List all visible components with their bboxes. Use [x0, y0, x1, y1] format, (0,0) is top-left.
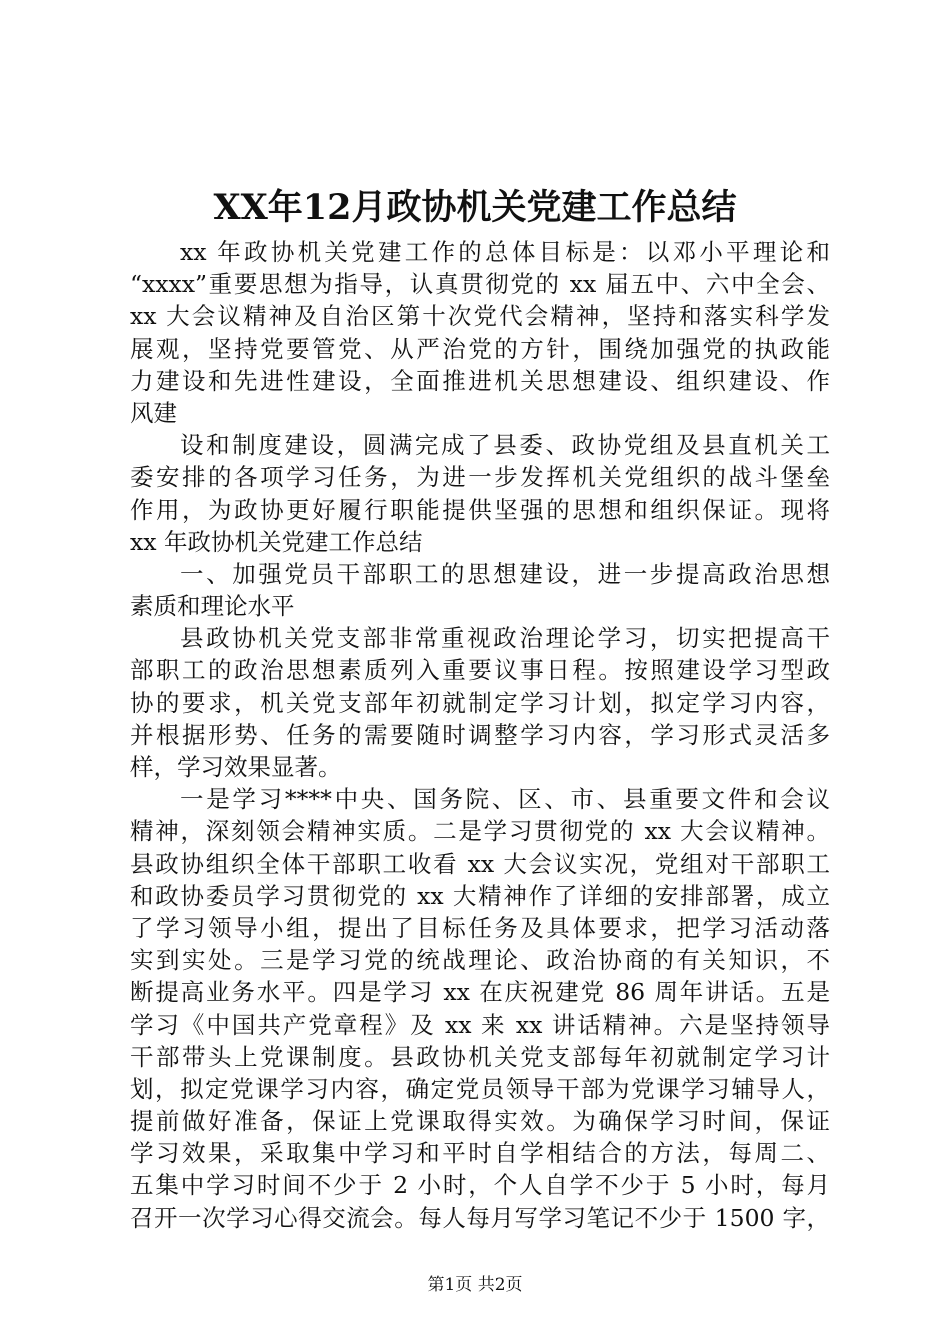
- body-line: 五集中学习时间不少于 2 小时，个人自学不少于 5 小时，每月: [130, 1171, 830, 1200]
- body-line: xx 大会议精神及自治区第十次党代会精神，坚持和落实科学发: [130, 302, 830, 331]
- body-line: 设和制度建设，圆满完成了县委、政协党组及县直机关工: [180, 431, 830, 460]
- document-body: [130, 236, 830, 1234]
- body-line: 精神，深刻领会精神实质。二是学习贯彻党的 xx 大会议精神。: [130, 817, 830, 846]
- page-footer: 第1页 共2页: [427, 1275, 523, 1295]
- body-line: xx 年政协机关党建工作的总体目标是：以邓小平理论和: [180, 238, 830, 266]
- body-line: 委安排的各项学习任务，为进一步发挥机关党组织的战斗堡垒: [130, 463, 830, 492]
- body-line: 了学习领导小组，提出了目标任务及具体要求，把学习活动落: [130, 913, 830, 942]
- page-title: XX年12月政协机关党建工作总结: [213, 187, 737, 228]
- body-line: 学习效果，采取集中学习和平时自学相结合的方法，每周二、: [130, 1139, 830, 1168]
- section-heading-line: 一、加强党员干部职工的思想建设，进一步提高政治思想: [180, 559, 830, 588]
- body-line: “xxxx”重要思想为指导，认真贯彻党的 xx 届五中、六中全会、: [130, 270, 830, 299]
- section-heading-line: 素质和理论水平: [130, 592, 295, 621]
- body-line: 县政协组织全体干部职工收看 xx 大会议实况，党组对干部职工: [130, 849, 830, 878]
- body-line: 提前做好准备，保证上党课取得实效。为确保学习时间，保证: [130, 1107, 830, 1136]
- body-line: 样，学习效果显著。: [130, 753, 342, 781]
- body-line: 协的要求，机关党支部年初就制定学习计划，拟定学习内容，: [130, 688, 830, 717]
- body-line: 并根据形势、任务的需要随时调整学习内容，学习形式灵活多: [130, 720, 830, 749]
- body-line: 风建: [130, 398, 177, 427]
- body-line: 展观，坚持党要管党、从严治党的方针，围绕加强党的执政能: [130, 334, 830, 363]
- body-line: 部职工的政治思想素质列入重要议事日程。按照建设学习型政: [130, 656, 830, 685]
- body-line: 召开一次学习心得交流会。每人每月写学习笔记不少于 1500 字，: [130, 1203, 830, 1232]
- body-line: 断提高业务水平。四是学习 xx 在庆祝建党 86 周年讲话。五是: [130, 978, 830, 1007]
- body-line: 实到实处。三是学习党的统战理论、政治协商的有关知识，不: [130, 946, 830, 975]
- body-line: 划，拟定党课学习内容，确定党员领导干部为党课学习辅导人，: [130, 1074, 830, 1103]
- body-line: 县政协机关党支部非常重视政治理论学习，切实把提高干: [180, 624, 830, 653]
- body-line: 力建设和先进性建设，全面推进机关思想建设、组织建设、作: [130, 366, 830, 395]
- body-line: 干部带头上党课制度。县政协机关党支部每年初就制定学习计: [130, 1042, 830, 1071]
- body-line: xx 年政协机关党建工作总结: [130, 527, 423, 556]
- body-line: 作用，为政协更好履行职能提供坚强的思想和组织保证。现将: [130, 495, 830, 524]
- body-line: 一是学习****中央、国务院、区、市、县重要文件和会议: [180, 785, 830, 814]
- body-line: 学习《中国共产党章程》及 xx 来 xx 讲话精神。六是坚持领导: [130, 1010, 830, 1039]
- body-line: 和政协委员学习贯彻党的 xx 大精神作了详细的安排部署，成立: [130, 881, 830, 910]
